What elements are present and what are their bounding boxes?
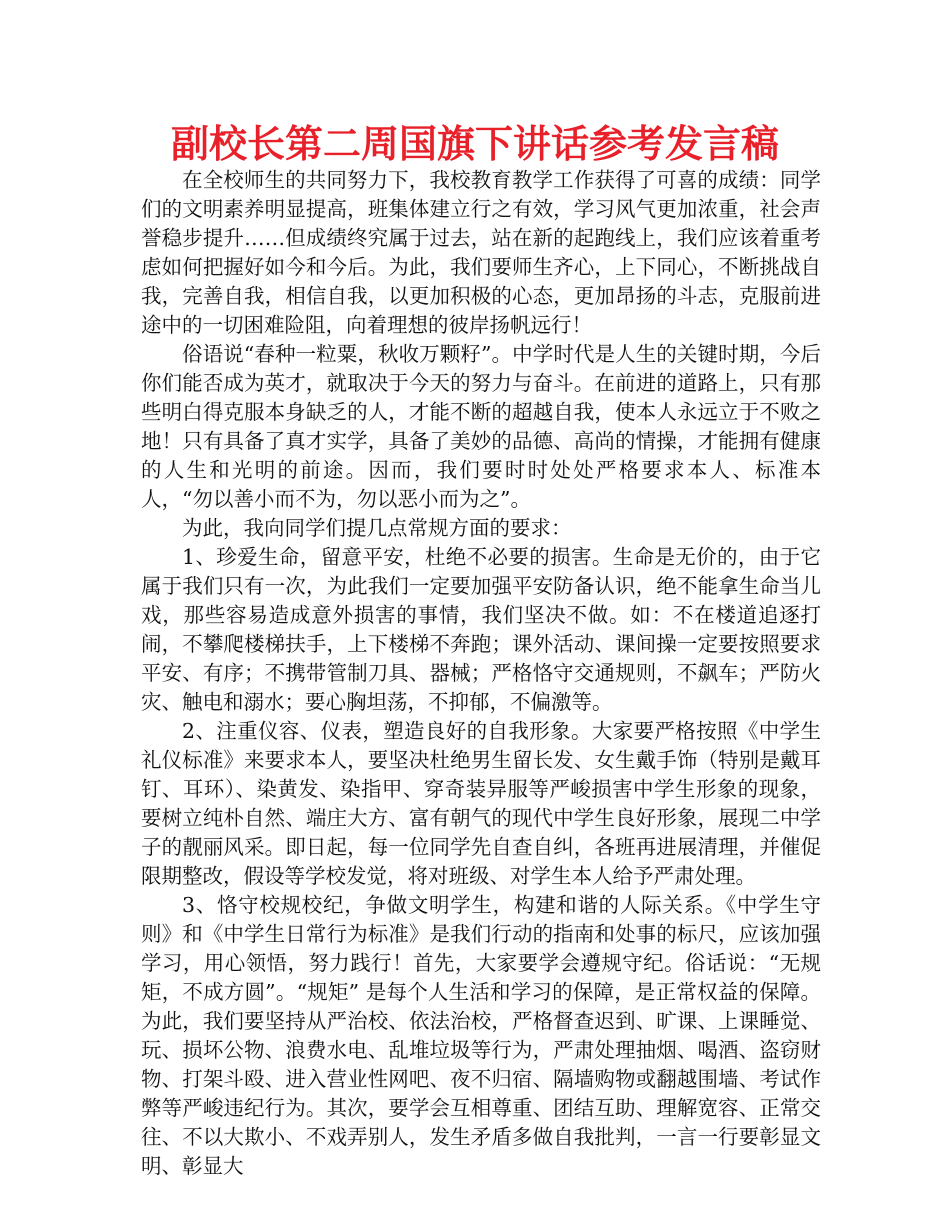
paragraph-requirement-3: 3、恪守校规校纪，争做文明学生，构建和谐的人际关系。《中学生守则》和《中学生日常行为标准》是我们行动的指南和处事的标尺，应该加强学习，用心领悟，努力践行！首先，大家要学会遵规守纪。俗话说：“无规矩，不成方圆”。“规矩” 是每个人生活和学习的保障，是正常权益的保障。为此，我们要坚持从严治校、依法治校，严格督查迟到、旷课、上课睡觉、玩、损坏公物、浪费水电、乱堆垃圾等行为，严肃处理抽烟、喝酒、盗窃财物、打架斗殴、进入营业性网吧、夜不归宿、隔墙购物或翻越围墙、考试作弊等严峻违纪行为。其次，要学会互相尊重、团结互助、理解宽容、正常交往、不以大欺小、不戏弄别人，发生矛盾多做自我批判，一言一行要彰显文明、彰显大 xyxy=(141,893,821,1178)
document-title: 副校长第二周国旗下讲话参考发言稿 xyxy=(170,122,779,166)
document-body xyxy=(141,166,821,1181)
paragraph-requirement-2: 2、注重仪容、仪表，塑造良好的自我形象。大家要严格按照《中学生礼仪标准》来要求本人，要坚决杜绝男生留长发、女生戴手饰（特别是戴耳钉、耳环）、染黄发、染指甲、穿奇装异服等严峻损害中学生形象的现象，要树立纯朴自然、端庄大方、富有朝气的现代中学生良好形象，展现二中学子的靓丽风采。即日起，每一位同学先自查自纠，各班再进展清理，并催促限期整改，假设等学校发觉，将对班级、对学生本人给予严肃处理。 xyxy=(141,719,821,888)
paragraph-requirement-1: 1、珍爱生命，留意平安，杜绝不必要的损害。生命是无价的，由于它属于我们只有一次，为此我们一定要加强平安防备认识，绝不能拿生命当儿戏，那些容易造成意外损害的事情，我们坚决不做。如：不在楼道追逐打闹，不攀爬楼梯扶手，上下楼梯不奔跑；课外活动、课间操一定要按照要求平安、有序；不携带管制刀具、器械；严格恪守交通规则，不飙车；严防火灾、触电和溺水；要心胸坦荡，不抑郁，不偏激等。 xyxy=(141,545,821,714)
paragraph-intro: 在全校师生的共同努力下，我校教育教学工作获得了可喜的成绩：同学们的文明素养明显提高，班集体建立行之有效，学习风气更加浓重，社会声誉稳步提升……但成绩终究属于过去，站在新的起跑线上，我们应该着重考虑如何把握好如今和今后。为此，我们要师生齐心，上下同心，不断挑战自我，完善自我，相信自我，以更加积极的心态，更加昂扬的斗志，克服前进途中的一切困难险阻，向着理想的彼岸扬帆远行！ xyxy=(141,168,821,337)
paragraph-proverb: 俗语说“春种一粒粟，秋收万颗籽”。中学时代是人生的关键时期，今后你们能否成为英才，就取决于今天的努力与奋斗。在前进的道路上，只有那些明白得克服本身缺乏的人，才能不断的超越自我，使本人永远立于不败之地！只有具备了真才实学，具备了美妙的品德、高尚的情操，才能拥有健康的人生和光明的前途。因而，我们要时时处处严格要求本人、标准本人，“勿以善小而不为，勿以恶小而为之”。 xyxy=(141,342,821,511)
paragraph-requirements-intro: 为此，我向同学们提几点常规方面的要求： xyxy=(182,516,572,540)
